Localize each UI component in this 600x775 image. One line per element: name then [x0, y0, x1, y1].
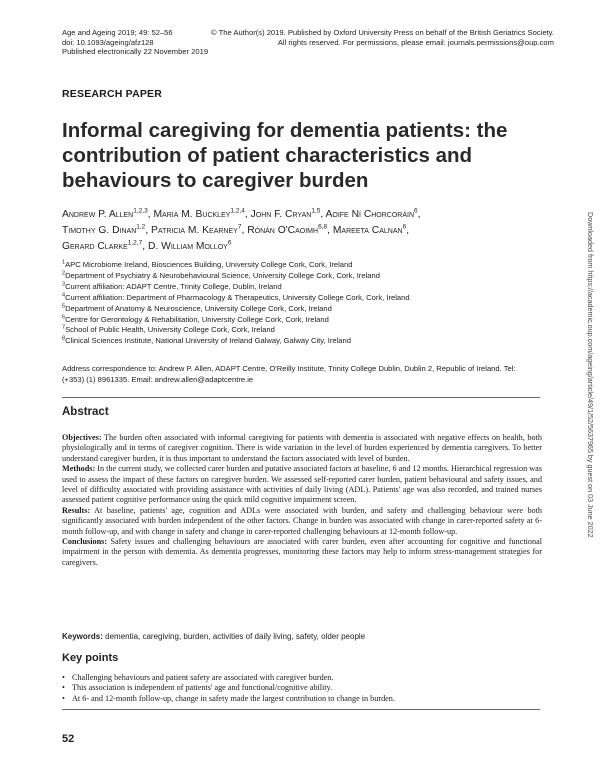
affiliation-text: School of Public Health, University College Cork, Cork, Ireland	[65, 325, 275, 335]
keywords	[62, 632, 542, 642]
affiliation-item	[62, 325, 542, 336]
section-text: In the current study, we collected carer burden and putative associated factors at baseline, 6 and 12 months. Hierarchical regression was used to assess the impact of these factors on caregiver burden. We assessed self-reported carer burden, patient behavioural and safety issues, and level of difficulty associated with providing assistance with activities of daily living (ADL). Patients' age was also recorded, and trained nurses assessed patient cognitive performance using the quick mild cognitive impairment screen.	[62, 464, 542, 505]
doi-line[interactable]: doi: 10.1093/ageing/afz128	[62, 37, 154, 47]
download-watermark	[586, 212, 596, 572]
citation-line: Age and Ageing 2019; 49: 52–56	[62, 28, 173, 37]
author-list: Andrew P. Allen$^{1,2,3}$, Maria M. Buckley$^{1,2,4}$, John F. Cryan$^{1,5}$, Aoife Ní Chorcoráin$^6$, Timothy G. Dinan$^{1,2}$, Patricia M. Kearney$^7$, Rónán O'Caoimh$^{6,8}$, Mareeta Calnan$^6$, Gerard Clarke$^{1,2,7}$, D. William Molloy$^6$	[62, 207, 421, 252]
abstract-objectives	[62, 433, 542, 464]
download-note[interactable]: Downloaded from https://academic.oup.com/ageing/article/49/1/52/5637965 by guest on 03 June 2022	[586, 212, 595, 538]
key-points-heading: Key points	[62, 652, 119, 664]
key-point-text: Challenging behaviours and patient safety are associated with caregiver burden.	[72, 673, 334, 682]
affiliation-text: Current affiliation: ADAPT Centre, Trinity College, Dublin, Ireland	[65, 281, 282, 291]
affiliation-number: 3	[62, 281, 66, 288]
section-divider	[62, 397, 540, 398]
bullet-icon: •	[62, 673, 65, 682]
section-label: Results:	[62, 505, 91, 515]
key-point-text: At 6- and 12-month follow-up, change in safety made the largest contribution to change in burden.	[72, 693, 395, 703]
bullet-icon: •	[62, 683, 65, 693]
author-affiliation-marker: 6,8	[318, 223, 328, 231]
affiliation-text: APC Microbiome Ireland, Biosciences Building, University College Cork, Cork, Ireland	[65, 260, 353, 269]
author-affiliation-marker: 1,2,7	[127, 239, 143, 247]
affiliation-number: 1	[62, 259, 66, 266]
key-point-text: This association is independent of patients' age and functional/cognitive ability.	[72, 683, 333, 693]
author-name: D. William Molloy	[147, 241, 228, 252]
affiliation-text: Centre for Gerontology & Rehabilitation, University College Cork, Cork, Ireland	[65, 314, 329, 324]
affiliation-number: 6	[62, 314, 66, 320]
author-name: Aoife Ní Chorcoráin	[325, 209, 415, 220]
abstract-methods	[62, 464, 542, 506]
author-name: Timothy G. Dinan	[62, 225, 137, 236]
author-affiliation-marker: 1,2,4	[230, 207, 245, 215]
section-text: At baseline, patients' age, cognition and ADLs were associated with burden, and safety and challenging behaviour were both significantly associated with burden independent of the other factors. Change in burden was associated with change in carer-reported safety at 6-month follow-up, and with change in safety and change in carer-reported challenging behaviours at 12-month follow-up.	[62, 505, 542, 536]
affiliation-text: Department of Anatomy & Neuroscience, University College Cork, Cork, Ireland	[65, 303, 332, 313]
author-name: Andrew P. Allen	[62, 209, 134, 220]
abstract-conclusions	[62, 537, 542, 568]
affiliation-item	[62, 260, 542, 271]
abstract-body	[62, 433, 542, 568]
author-name: Gerard Clarke	[62, 241, 128, 252]
author-affiliation-marker: 1,2,3	[133, 207, 148, 215]
section-label: Objectives:	[62, 433, 102, 442]
copyright-line: © The Author(s) 2019. Published by Oxford University Press on behalf of the British Geriatrics Society.	[211, 28, 554, 37]
permissions-line: All rights reserved. For permissions, please email: journals.permissions@oup.com	[277, 37, 554, 47]
author-affiliation-marker: 6	[227, 239, 232, 247]
author-affiliation-marker: 1,2	[136, 223, 146, 231]
abstract-heading: Abstract	[62, 406, 109, 418]
affiliation-item	[62, 293, 542, 304]
bullet-icon: •	[62, 693, 65, 703]
author-name: John F. Cryan	[250, 209, 312, 220]
key-points-list	[62, 673, 542, 704]
affiliation-item	[62, 304, 542, 315]
section-text: Safety issues and challenging behaviours are associated with carer burden, even after accounting for cognitive and functional impairment in the person with dementia. As dementia progresses, monitoring these factors may help to inform stress-management strategies for caregivers.	[62, 537, 542, 567]
keywords-label: Keywords:	[62, 632, 103, 641]
author-name: Rónán O'Caoimh	[247, 225, 319, 236]
section-label: Methods:	[62, 464, 96, 474]
author-affiliation-marker: 6	[402, 223, 407, 231]
affiliation-text: Current affiliation: Department of Pharmacology & Therapeutics, University College Cork, Cork, Ireland	[65, 292, 410, 302]
affiliation-number: 8	[62, 335, 66, 342]
author-name: Mareeta Calnan	[332, 225, 403, 236]
published-line: Published electronically 22 November 2019	[62, 47, 209, 57]
author-affiliation-marker: 6	[414, 207, 418, 215]
abstract-results	[62, 506, 542, 537]
affiliation-item	[62, 336, 542, 347]
affiliation-number: 4	[62, 292, 66, 299]
page-number: 52	[62, 733, 75, 745]
affiliation-text: Clinical Sciences Institute, National University of Ireland Galway, Galway City, Ireland	[65, 336, 351, 346]
affiliation-number: 2	[62, 270, 66, 277]
author-name: Patricia M. Kearney	[151, 225, 238, 236]
affiliation-item	[62, 282, 542, 293]
key-point-item	[62, 694, 542, 704]
section-label: Conclusions:	[62, 537, 108, 547]
author-name: Maria M. Buckley	[153, 209, 231, 220]
correspondence-address: Address correspondence to: Andrew P. Allen, ADAPT Centre, O'Reilly Institute, Trinity College Dublin, Dublin 2, Republic of Ireland. Tel: (+353) (1) 8961335. Email: andrew.allen@adaptcentre.ie	[62, 364, 516, 384]
section-divider	[62, 709, 540, 710]
copyright-notice	[196, 28, 554, 47]
key-point-item	[62, 683, 542, 693]
affiliation-text: Department of Psychiatry & Neurobehavioural Science, University College Cork, Cork, Ireland	[65, 270, 380, 280]
affiliation-list	[62, 260, 542, 347]
affiliation-item	[62, 315, 542, 326]
paper-type-label: RESEARCH PAPER	[62, 88, 163, 100]
affiliation-number: 7	[62, 324, 66, 331]
author-affiliation-marker: 7	[237, 223, 242, 231]
key-point-item	[62, 673, 542, 683]
affiliation-item	[62, 271, 542, 282]
author-affiliation-marker: 1,5	[311, 207, 321, 215]
affiliation-number: 5	[62, 303, 66, 310]
keywords-text: dementia, caregiving, burden, activities of daily living, safety, older people	[102, 632, 366, 641]
paper-title: Informal caregiving for dementia patients: the contribution of patient characteristics and behaviours to caregiver burden	[62, 119, 508, 192]
section-text: The burden often associated with informal caregiving for patients with dementia is associated with negative effects on health, both physiologically and in terms of caregiver cognition. There is wide variation in the level of burden experienced by dementia caregivers. To better understand caregiver burden, it is thus important to understand the factors associated with level of burden.	[62, 433, 542, 463]
